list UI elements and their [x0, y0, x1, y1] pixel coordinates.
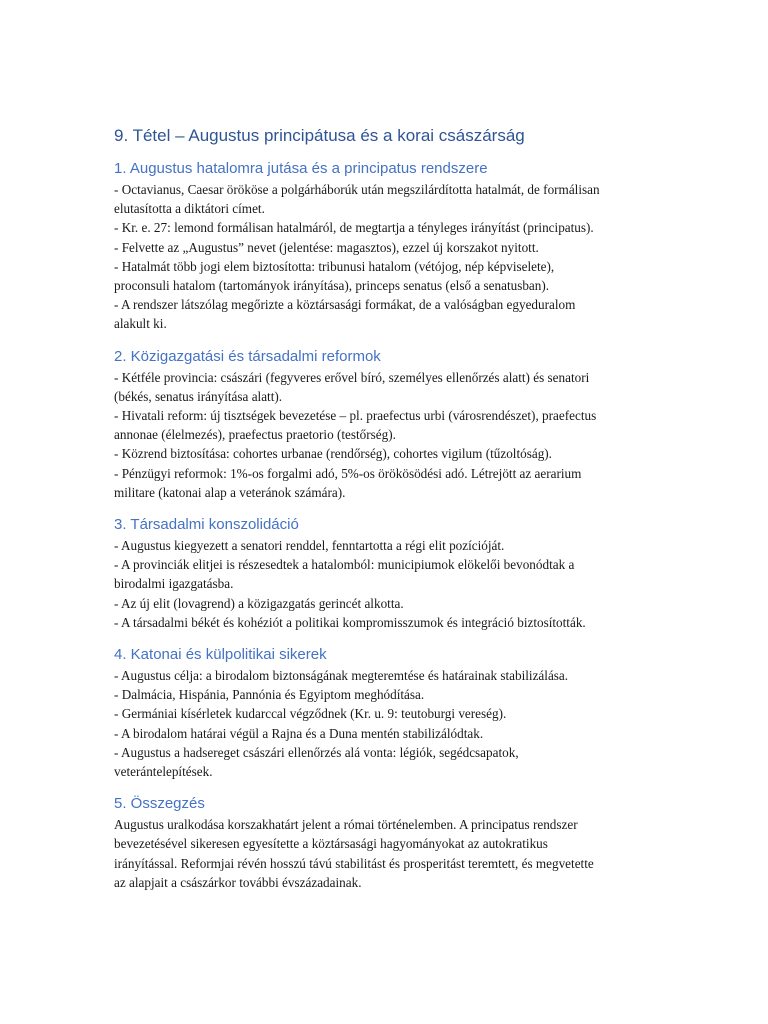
section-heading: 5. Összegzés [114, 795, 205, 813]
text-line: annonae (élelmezés), praefectus praetorio (testőrség). [114, 427, 396, 443]
text-line: militare (katonai alap a veteránok számára). [114, 484, 346, 500]
text-line: - Augustus kiegyezett a senatori renddel, fenntartotta a régi elit pozícióját. [114, 538, 505, 554]
text-line: - Germániai kísérletek kudarccal végződnek (Kr. u. 9: teutoburgi vereség). [114, 706, 507, 722]
text-line: az alapjait a császárkor további évszázadainak. [114, 874, 362, 890]
text-line: - A provinciák elitjei is részesedtek a hatalomból: municipiumok elökelői bevonódtak a [114, 557, 575, 573]
text-line: alakult ki. [114, 316, 167, 332]
text-line: - Kétféle provincia: császári (fegyveres erővel bíró, személyes ellenőrzés alatt) és senatori [114, 369, 590, 385]
text-line: - A rendszer látszólag megőrizte a köztársasági formákat, de a valóságban egyeduralom [114, 297, 576, 313]
text-line: - Pénzügyi reformok: 1%-os forgalmi adó, 5%-os örökösödési adó. Létrejött az aerarium [114, 465, 582, 481]
section-heading: 1. Augustus hatalomra jutása és a principatus rendszere [114, 160, 488, 177]
text-line: irányítással. Reformjai révén hosszú távú stabilitást és prosperitást teremtett, és megvetette [114, 855, 594, 871]
text-line: (békés, senatus irányítása alatt). [114, 388, 283, 404]
text-line: - Hivatali reform: új tisztségek bevezetése – pl. praefectus urbi (városrendészet), praefectus [114, 408, 597, 424]
text-line: - Hatalmát több jogi elem biztosította: tribunusi hatalom (vétójog, nép képviselete), [114, 258, 555, 274]
section-body [114, 815, 674, 892]
section-heading: 4. Katonai és külpolitikai sikerek [114, 646, 327, 664]
section-body [114, 368, 674, 502]
text-line: - Augustus célja: a birodalom biztonságának megteremtése és határainak stabilizálása. [114, 668, 569, 684]
text-line: - Közrend biztosítása: cohortes urbanae (rendőrség), cohortes vigilum (tűzoltóság). [114, 446, 552, 462]
text-line: elutasította a diktátori címet. [114, 201, 265, 217]
section-heading: 2. Közigazgatási és társadalmi reformok [114, 347, 381, 365]
text-line: - Dalmácia, Hispánia, Pannónia és Egyiptom meghódítása. [114, 687, 425, 703]
text-line: - A birodalom határai végül a Rajna és a Duna mentén stabilizálódtak. [114, 725, 484, 741]
text-line: Augustus uralkodása korszakhatárt jelent a római történelemben. A principatus rendszer [114, 817, 578, 833]
document-title: 9. Tétel – Augustus principátusa és a korai császárság [114, 126, 525, 145]
text-line: birodalmi igazgatásba. [114, 576, 234, 592]
section-heading: 3. Társadalmi konszolidáció [114, 516, 299, 534]
text-line: veterántelepítések. [114, 764, 213, 780]
text-line: bevezetésével sikeresen egyesítette a köztársasági hagyományokat az autokratikus [114, 836, 548, 852]
text-line: - Kr. e. 27: lemond formálisan hatalmáról, de megtartja a tényleges irányítást (principatus). [114, 220, 594, 236]
text-line: - Augustus a hadsereget császári ellenőrzés alá vonta: légiók, segédcsapatok, [114, 744, 519, 760]
text-line: - Az új elit (lovagrend) a közigazgatás gerincét alkotta. [114, 595, 404, 611]
text-line: - A társadalmi békét és kohéziót a politikai kompromisszumok és integráció biztosították. [114, 614, 586, 630]
document-body [114, 124, 674, 904]
text-line: proconsuli hatalom (tartományok irányítása), princeps senatus (első a senatusban). [114, 278, 550, 294]
text-line: - Felvette az „Augustus” nevet (jelentése: magasztos), ezzel új korszakot nyitott. [114, 239, 539, 255]
section-body [114, 666, 674, 781]
section-body [114, 180, 674, 334]
section-body [114, 536, 674, 632]
text-line: - Octavianus, Caesar örököse a polgárháborúk után megszilárdította hatalmát, de formálisan [114, 182, 600, 197]
